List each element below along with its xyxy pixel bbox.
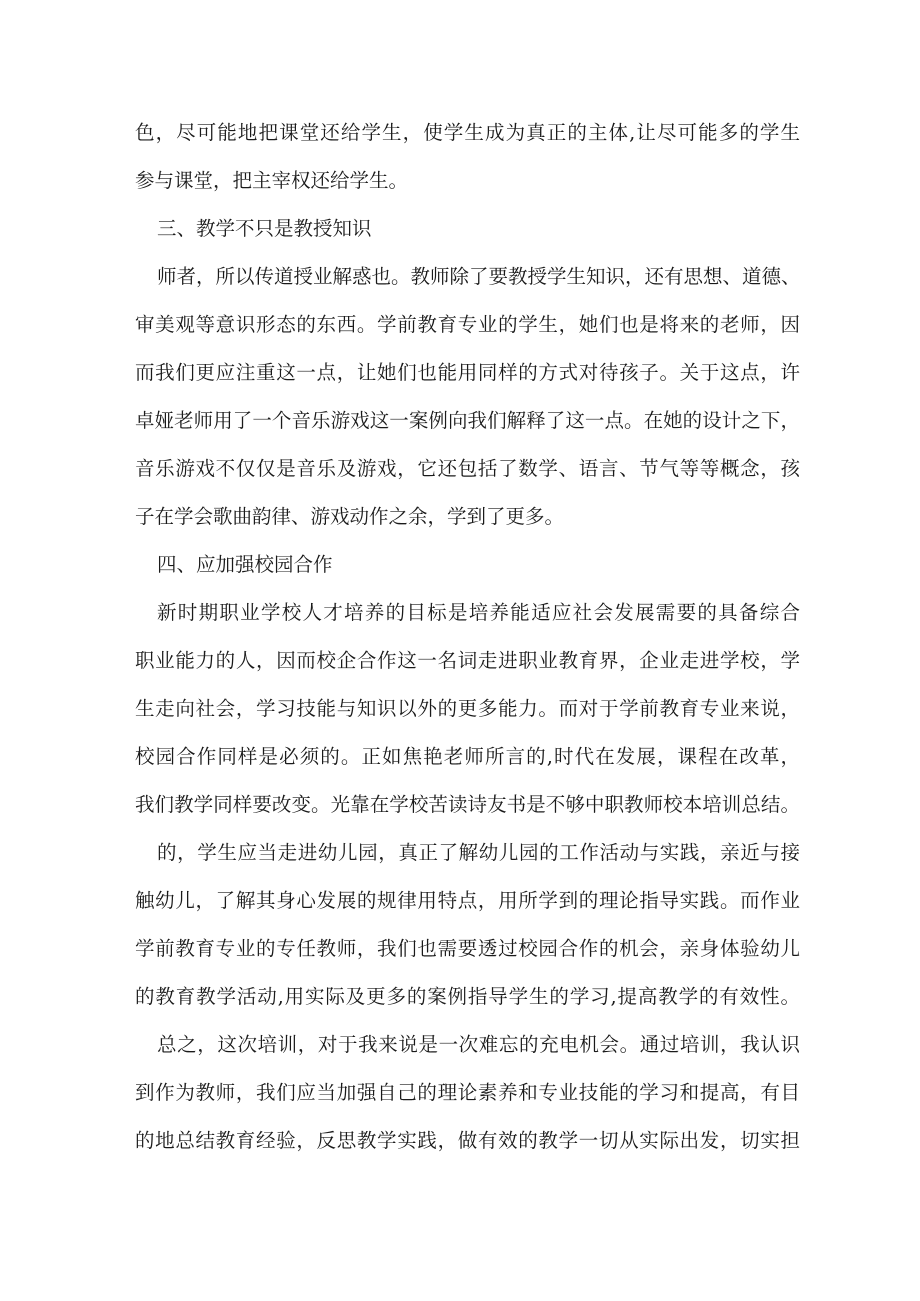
- paragraph-line: 职业能力的人，因而校企合作这一名词走进职业教育界，企业走进学校，学: [135, 649, 800, 672]
- paragraph-line: 校园合作同样是必须的。正如焦艳老师所言的,时代在发展，课程在改革，: [135, 745, 800, 768]
- paragraph-line: 的，学生应当走进幼儿园，真正了解幼儿园的工作活动与实践，亲近与接: [157, 841, 800, 864]
- paragraph-line: 色，尽可能地把课堂还给学生，使学生成为真正的主体,让尽可能多的学生: [135, 121, 800, 144]
- paragraph-line: 的地总结教育经验，反思教学实践，做有效的教学一切从实际出发，切实担: [135, 1129, 800, 1152]
- paragraph-line: 新时期职业学校人才培养的目标是培养能适应社会发展需要的具备综合: [157, 601, 800, 624]
- paragraph-line: 师者，所以传道授业解惑也。教师除了要教授学生知识，还有思想、道德、: [157, 265, 801, 288]
- paragraph-line: 触幼儿，了解其身心发展的规律用特点，用所学到的理论指导实践。而作业: [135, 889, 800, 912]
- section-heading: 四、应加强校园合作: [157, 553, 333, 576]
- paragraph-line: 到作为教师，我们应当加强自己的理论素养和专业技能的学习和提高，有目: [135, 1081, 800, 1104]
- paragraph-line: 审美观等意识形态的东西。学前教育专业的学生，她们也是将来的老师，因: [135, 313, 800, 336]
- paragraph-line: 参与课堂，把主宰权还给学生。: [135, 169, 409, 192]
- paragraph-line: 子在学会歌曲韵律、游戏动作之余，学到了更多。: [135, 505, 565, 528]
- paragraph-line: 卓娅老师用了一个音乐游戏这一案例向我们解释了这一点。在她的设计之下，: [135, 409, 800, 432]
- paragraph-line: 生走向社会，学习技能与知识以外的更多能力。而对于学前教育专业来说，: [135, 697, 800, 720]
- paragraph-line: 的教育教学活动,用实际及更多的案例指导学生的学习,提高教学的有效性。: [135, 985, 800, 1008]
- section-heading: 三、教学不只是教授知识: [157, 217, 372, 240]
- paragraph-line: 我们教学同样要改变。光靠在学校苦读诗友书是不够中职教师校本培训总结。: [135, 793, 800, 816]
- paragraph-line: 学前教育专业的专任教师，我们也需要透过校园合作的机会，亲身体验幼儿: [135, 937, 800, 960]
- paragraph-line: 而我们更应注重这一点，让她们也能用同样的方式对待孩子。关于这点，许: [135, 361, 800, 384]
- paragraph-line: 总之，这次培训，对于我来说是一次难忘的充电机会。通过培训，我认识: [157, 1033, 800, 1056]
- paragraph-line: 音乐游戏不仅仅是音乐及游戏，它还包括了数学、语言、节气等等概念，孩: [135, 457, 800, 480]
